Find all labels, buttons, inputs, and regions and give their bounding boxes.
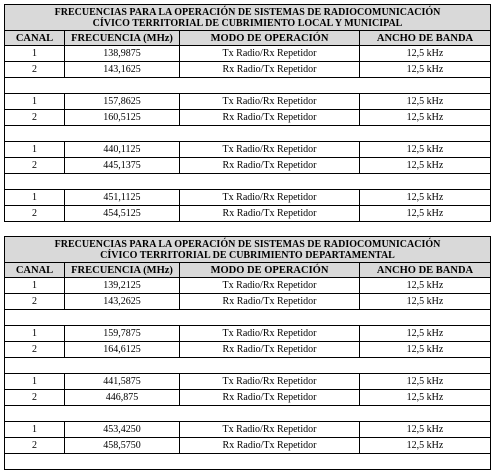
table-title-line-2: CÍVICO TERRITORIAL DE CUBRIMIENTO DEPARTAMENTAL <box>100 249 395 261</box>
cell-ancho: 12,5 kHz <box>360 158 491 174</box>
cell-frecuencia: 164,6125 <box>65 342 180 358</box>
cell-frecuencia: 445,1375 <box>65 158 180 174</box>
table-row <box>5 110 491 126</box>
spacer-row <box>5 174 491 190</box>
cell-modo: Rx Radio/Tx Repetidor <box>180 294 360 310</box>
cell-ancho: 12,5 kHz <box>360 294 491 310</box>
cell-frecuencia: 441,5875 <box>65 374 180 390</box>
cell-modo: Rx Radio/Tx Repetidor <box>180 110 360 126</box>
cell-modo: Tx Radio/Rx Repetidor <box>180 374 360 390</box>
cell-modo: Rx Radio/Tx Repetidor <box>180 342 360 358</box>
cell-ancho: 12,5 kHz <box>360 110 491 126</box>
header-frecuencia: FRECUENCIA (MHz) <box>65 263 180 278</box>
cell-modo: Rx Radio/Tx Repetidor <box>180 158 360 174</box>
cell-canal: 1 <box>5 326 65 342</box>
cell-frecuencia: 451,1125 <box>65 190 180 206</box>
table-row <box>5 94 491 110</box>
cell-canal: 2 <box>5 438 65 454</box>
cell-frecuencia: 453,4250 <box>65 422 180 438</box>
table-row <box>5 438 491 454</box>
cell-ancho: 12,5 kHz <box>360 342 491 358</box>
cell-frecuencia: 143,2625 <box>65 294 180 310</box>
cell-canal: 1 <box>5 142 65 158</box>
cell-frecuencia: 157,8625 <box>65 94 180 110</box>
cell-modo: Tx Radio/Rx Repetidor <box>180 326 360 342</box>
cell-canal: 2 <box>5 390 65 406</box>
cell-modo: Tx Radio/Rx Repetidor <box>180 190 360 206</box>
cell-ancho: 12,5 kHz <box>360 62 491 78</box>
cell-frecuencia: 440,1125 <box>65 142 180 158</box>
header-ancho: ANCHO DE BANDA <box>360 31 491 46</box>
table-row <box>5 190 491 206</box>
table-row <box>5 142 491 158</box>
cell-frecuencia: 446,875 <box>65 390 180 406</box>
cell-ancho: 12,5 kHz <box>360 206 491 222</box>
cell-modo: Tx Radio/Rx Repetidor <box>180 94 360 110</box>
table-row <box>5 326 491 342</box>
cell-canal: 1 <box>5 278 65 294</box>
table-row <box>5 46 491 62</box>
cell-modo: Tx Radio/Rx Repetidor <box>180 142 360 158</box>
cell-canal: 2 <box>5 158 65 174</box>
cell-frecuencia: 454,5125 <box>65 206 180 222</box>
table-row <box>5 422 491 438</box>
table-row <box>5 390 491 406</box>
cell-canal: 1 <box>5 374 65 390</box>
header-ancho: ANCHO DE BANDA <box>360 263 491 278</box>
cell-frecuencia: 143,1625 <box>65 62 180 78</box>
cell-ancho: 12,5 kHz <box>360 278 491 294</box>
cell-ancho: 12,5 kHz <box>360 326 491 342</box>
header-modo: MODO DE OPERACIÓN <box>180 263 360 278</box>
cell-frecuencia: 458,5750 <box>65 438 180 454</box>
table-row <box>5 206 491 222</box>
cell-modo: Tx Radio/Rx Repetidor <box>180 422 360 438</box>
table-title-line-2: CÍVICO TERRITORIAL DE CUBRIMIENTO LOCAL Y MUNICIPAL <box>92 17 403 29</box>
cell-ancho: 12,5 kHz <box>360 422 491 438</box>
cell-ancho: 12,5 kHz <box>360 390 491 406</box>
cell-canal: 2 <box>5 62 65 78</box>
spacer-row <box>5 78 491 94</box>
cell-frecuencia: 139,2125 <box>65 278 180 294</box>
table-row <box>5 278 491 294</box>
table-row <box>5 158 491 174</box>
header-canal: CANAL <box>5 31 65 46</box>
cell-ancho: 12,5 kHz <box>360 374 491 390</box>
cell-modo: Rx Radio/Tx Repetidor <box>180 62 360 78</box>
table-row <box>5 342 491 358</box>
cell-ancho: 12,5 kHz <box>360 438 491 454</box>
cell-frecuencia: 159,7875 <box>65 326 180 342</box>
cell-modo: Rx Radio/Tx Repetidor <box>180 390 360 406</box>
cell-canal: 1 <box>5 190 65 206</box>
spacer-row <box>5 310 491 326</box>
header-modo: MODO DE OPERACIÓN <box>180 31 360 46</box>
cell-ancho: 12,5 kHz <box>360 46 491 62</box>
cell-canal: 1 <box>5 46 65 62</box>
table-row <box>5 374 491 390</box>
cell-canal: 2 <box>5 206 65 222</box>
cell-frecuencia: 160,5125 <box>65 110 180 126</box>
cell-canal: 1 <box>5 94 65 110</box>
cell-canal: 2 <box>5 110 65 126</box>
table-row <box>5 294 491 310</box>
frequency-table-local-municipal <box>4 4 491 222</box>
table-header-row <box>5 263 491 278</box>
table-header-row <box>5 31 491 46</box>
cell-ancho: 12,5 kHz <box>360 142 491 158</box>
header-frecuencia: FRECUENCIA (MHz) <box>65 31 180 46</box>
frequency-table-departamental <box>4 236 491 470</box>
cell-ancho: 12,5 kHz <box>360 94 491 110</box>
cell-modo: Rx Radio/Tx Repetidor <box>180 206 360 222</box>
cell-ancho: 12,5 kHz <box>360 190 491 206</box>
spacer-row <box>5 126 491 142</box>
cell-canal: 1 <box>5 422 65 438</box>
header-canal: CANAL <box>5 263 65 278</box>
cell-modo: Tx Radio/Rx Repetidor <box>180 46 360 62</box>
table-title-line-1: FRECUENCIAS PARA LA OPERACIÓN DE SISTEMAS DE RADIOCOMUNICACIÓN <box>54 238 441 250</box>
table-title <box>5 237 491 263</box>
spacer-row <box>5 406 491 422</box>
cell-modo: Rx Radio/Tx Repetidor <box>180 438 360 454</box>
table-row <box>5 62 491 78</box>
spacer-row <box>5 358 491 374</box>
table-title <box>5 5 491 31</box>
cell-canal: 2 <box>5 294 65 310</box>
cell-modo: Tx Radio/Rx Repetidor <box>180 278 360 294</box>
spacer-row <box>5 454 491 470</box>
table-title-line-1: FRECUENCIAS PARA LA OPERACIÓN DE SISTEMAS DE RADIOCOMUNICACIÓN <box>54 6 441 18</box>
cell-canal: 2 <box>5 342 65 358</box>
cell-frecuencia: 138,9875 <box>65 46 180 62</box>
